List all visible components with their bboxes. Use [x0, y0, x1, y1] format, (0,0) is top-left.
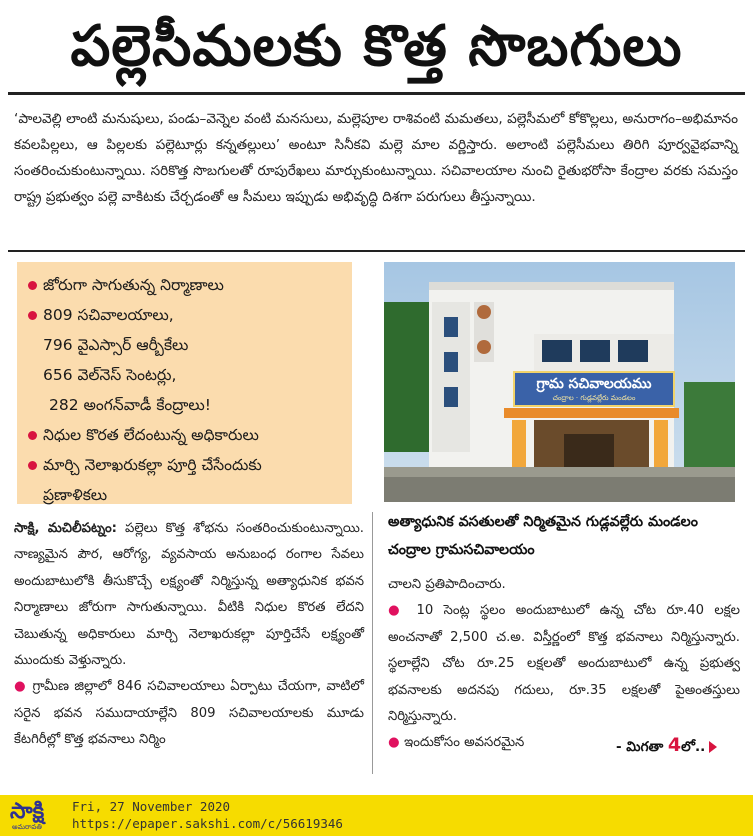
right-para-1: చాలని ప్రతిపాదించారు.	[388, 577, 506, 592]
board-subtext: చంద్రాల · గుడ్లవల్లేరు మండలం	[552, 394, 636, 402]
right-para-2	[388, 598, 740, 730]
arrow-right-icon	[709, 741, 717, 753]
logo-subtext: అమరావతి	[12, 823, 42, 831]
highlights-list	[17, 262, 352, 510]
left-column	[14, 516, 364, 754]
section-rule	[8, 250, 745, 252]
column-divider	[372, 512, 373, 774]
highlight-item: 809 సచివాలయాలు,	[27, 300, 352, 330]
logo-text: సాక్షి	[10, 799, 45, 824]
left-para-1-text: పల్లెలు కొత్త శోభను సంతరించుకుంటున్నాయి. నాణ్యమైన పౌర, ఆరోగ్య, వ్యవసాయ అనుబంధ రంగాల సేవలు అందుబాటులోకి తీసుకొచ్చే లక్ష్యంతో నిర్మిస్తున్న అత్యాధునిక భవన నిర్మాణాలు జోరుగా సాగుతున్నాయి. వీటికి నిధుల కొరత లేదని చెబుతున్న అధికారులు మార్చి నెలాఖరుకల్లా పూర్తిచేసే లక్ష్యంతో ముందుకు వెళ్తున్నారు.	[14, 521, 364, 669]
bullet-icon: ●	[388, 735, 405, 751]
right-para-3-text: ఇందుకోసం అవసరమైన	[404, 735, 525, 751]
bullet-icon: ●	[14, 679, 33, 695]
edition-date: Fri, 27 November 2020	[72, 799, 231, 814]
left-para-1	[14, 516, 364, 674]
article-url[interactable]: https://epaper.sakshi.com/c/56619346	[72, 816, 343, 831]
continued-page: 4	[667, 734, 682, 756]
footer-bar	[0, 795, 753, 836]
continued-suffix: లో..	[681, 739, 706, 755]
photo-caption: అత్యాధునిక వసతులతో నిర్మితమైన గుడ్లవల్లేరు మండలం చంద్రాల గ్రామసచివాలయం	[388, 514, 698, 558]
highlight-item: ప్రణాళికలు	[43, 486, 108, 504]
board-text: గ్రామ సచివాలయము	[536, 376, 652, 392]
intro-paragraph: ‘పాలవెల్లి లాంటి మనుషులు, పండు–వెన్నెల వంటి మనసులు, మల్లెపూల రాశివంటి మమతలు, పల్లెసీమలో కోకొల్లలు, అనురాగం–అభిమానం కవలపిల్లలు, ఆ పిల్లలకు పల్లెటూర్లు కన్నతల్లులు’ అంటూ సినీకవి మల్లె మాల వర్ణిస్తారు. అలాంటి పల్లెసీమలు తిరిగి పూర్వవైభవాన్ని సంతరించుకుంటున్నాయి. సరికొత్త సొబగులతో రూపురేఖలు మార్చుకుంటున్నాయి. సచివాలయాల నుంచి రైతుభరోసా కేంద్రాల వరకు సమస్తం రాష్ట్ర ప్రభుత్వం పల్లె వాకిటకు చేర్చడంతో ఆ సీమలు ఇప్పుడు అభివృద్ధి దిశగా పరుగులు తీస్తున్నాయి.	[14, 111, 738, 205]
headline: పల్లెసీమలకు కొత్త సొబగులు	[70, 14, 683, 79]
headline-rule	[8, 92, 745, 95]
right-column	[388, 572, 740, 757]
right-para-2-text: 10 సెంట్ల స్థలం అందుబాటులో ఉన్న చోట రూ.40 లక్షల అంచనాతో 2,500 చ.అ. విస్తీర్ణంలో కొత్త భవనాలు నిర్మిస్తున్నారు. స్థలాల్లేని చోట రూ.25 లక్షలతో అందుబాటులో ఉన్న ప్రభుత్వ భవనాలకు అదనపు గదులు, రూ.35 లక్షలతో పైఅంతస్తులు నిర్మిస్తున్నారు.	[388, 603, 740, 725]
left-para-2-text: గ్రామీణ జిల్లాలో 846 సచివాలయాలు ఏర్పాటు చేయగా, వాటిలో సరైన భవన సముదాయాల్లేని 809 సచివాలయాలకు మూడు కేటగిరీల్లో కొత్త భవనాలు నిర్మిం	[14, 679, 364, 748]
highlight-item: 282 అంగన్‌వాడీ కేంద్రాలు!	[49, 396, 211, 414]
highlight-item: 656 వెల్‌నెస్‌ సెంటర్లు,	[43, 366, 177, 384]
highlight-item: జోరుగా సాగుతున్న నిర్మాణాలు	[27, 270, 352, 300]
left-para-2	[14, 674, 364, 753]
news-photo	[384, 262, 735, 502]
bullet-icon: ●	[388, 603, 417, 619]
highlight-item: నిధుల కొరత లేదంటున్న అధికారులు	[27, 420, 352, 450]
highlight-item: 796 వైఎస్సార్‌ ఆర్బీకేలు	[43, 336, 189, 354]
dateline: సాక్షి, మచిలీపట్నం:	[14, 521, 117, 536]
highlights-box	[17, 262, 352, 504]
continued-link[interactable]	[616, 734, 717, 758]
sakshi-logo[interactable]	[6, 799, 64, 833]
continued-prefix: - మిగతా	[616, 739, 668, 755]
highlight-item: మార్చి నెలాఖరుకల్లా పూర్తి చేసేందుకు	[27, 450, 352, 480]
